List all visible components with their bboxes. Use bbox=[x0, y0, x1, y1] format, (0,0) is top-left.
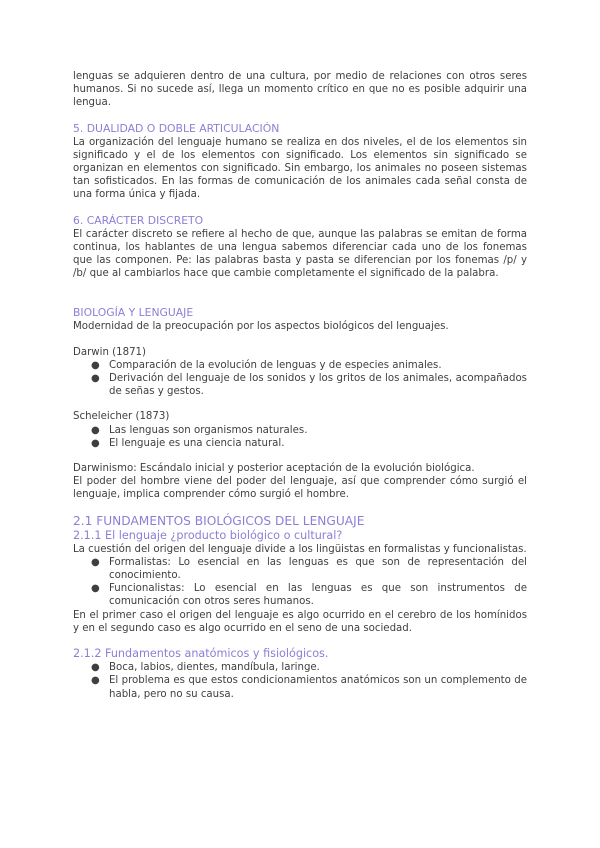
bullet-icon: ● bbox=[91, 583, 100, 595]
bullet-icon: ● bbox=[91, 662, 100, 674]
list-item: ● El lenguaje es una ciencia natural. bbox=[91, 437, 285, 449]
list-item: ● El problema es que estos condicionamientos anatómicos son un complemento de habla, pero no su causa. bbox=[91, 675, 527, 700]
bullet-icon: ● bbox=[91, 373, 100, 385]
section-2-1-1-closing: En el primer caso el origen del lenguaje es algo ocurrido en el cerebro de los homínidos y en el segundo caso es algo ocurrido en el seno de una sociedad. bbox=[73, 609, 527, 634]
list-item: ● Derivación del lenguaje de los sonidos y los gritos de los animales, acompañados de señas y gestos. bbox=[91, 373, 527, 398]
section-5-heading: 5. DUALIDAD O DOBLE ARTICULACIÓN bbox=[73, 121, 280, 135]
bullet-icon: ● bbox=[91, 359, 100, 371]
section-6-heading: 6. CARÁCTER DISCRETO bbox=[73, 213, 204, 227]
bullet-icon: ● bbox=[91, 437, 100, 449]
intro-paragraph: lenguas se adquieren dentro de una cultura, por medio de relaciones con otros seres humanos. Si no sucede así, llega un momento crítico en que no es posible adquirir una lengua. bbox=[73, 71, 527, 109]
biologia-paragraph: Modernidad de la preocupación por los aspectos biológicos del lenguajes. bbox=[73, 321, 449, 333]
biologia-heading: BIOLOGÍA Y LENGUAJE bbox=[73, 306, 194, 320]
formalistas-list bbox=[73, 556, 527, 609]
list-item: ● Formalistas: Lo esencial en las lenguas es que son de representación del conocimiento. bbox=[91, 556, 527, 582]
bullet-icon: ● bbox=[91, 556, 100, 568]
scheleicher-label: Scheleicher (1873) bbox=[73, 411, 170, 423]
section-2-1-heading: 2.1 FUNDAMENTOS BIOLÓGICOS DEL LENGUAJE bbox=[73, 513, 365, 528]
bullet-icon: ● bbox=[91, 424, 100, 436]
scheleicher-list bbox=[73, 424, 527, 450]
section-2-1-2-subheading: 2.1.2 Fundamentos anatómicos y fisiológicos. bbox=[73, 647, 329, 661]
darwin-label: Darwin (1871) bbox=[73, 346, 147, 358]
list-item: ● Funcionalistas: Lo esencial en las lenguas es que son instrumentos de comunicación con otros seres humanos. bbox=[91, 583, 527, 608]
list-item: ● Boca, labios, dientes, mandíbula, laringe. bbox=[91, 662, 320, 674]
section-2-1-1-subheading: 2.1.1 El lenguaje ¿producto biológico o cultural? bbox=[73, 528, 343, 542]
list-item: ● Comparación de la evolución de lenguas y de especies animales. bbox=[91, 359, 442, 371]
darwinismo-paragraph: El poder del hombre viene del poder del lenguaje, así que comprender cómo surgió el lenguaje, implica comprender cómo surgió el hombre. bbox=[73, 476, 527, 501]
bullet-icon: ● bbox=[91, 675, 100, 687]
section-6-paragraph: El carácter discreto se refiere al hecho de que, aunque las palabras se emitan de forma continua, los hablantes de una lengua sabemos diferenciar cada uno de los fonemas que las componen. Pe: las palabras basta y pasta se diferencian por los fonemas /p/ y /b/ que al cambiarlos hace que cambie completamente el significado de la palabra. bbox=[73, 228, 527, 280]
anatomicos-list bbox=[73, 661, 527, 701]
document-page bbox=[73, 70, 527, 701]
section-5-paragraph: La organización del lenguaje humano se realiza en dos niveles, el de los elementos sin significado y el de los elementos con significado. Los elementos sin significado se organizan en elementos con significado. Sin embargo, los animales no poseen sistemas tan sofisticados. En las formas de comunicación de los animales cada señal consta de una forma única y fijada. bbox=[73, 136, 527, 201]
section-2-1-1-paragraph: La cuestión del origen del lenguaje divide a los lingüistas en formalistas y funcionalistas. bbox=[73, 543, 527, 555]
list-item: ● Las lenguas son organismos naturales. bbox=[91, 424, 308, 436]
darwinismo-line: Darwinismo: Escándalo inicial y posterior aceptación de la evolución biológica. bbox=[73, 463, 475, 475]
darwin-list bbox=[73, 359, 527, 399]
